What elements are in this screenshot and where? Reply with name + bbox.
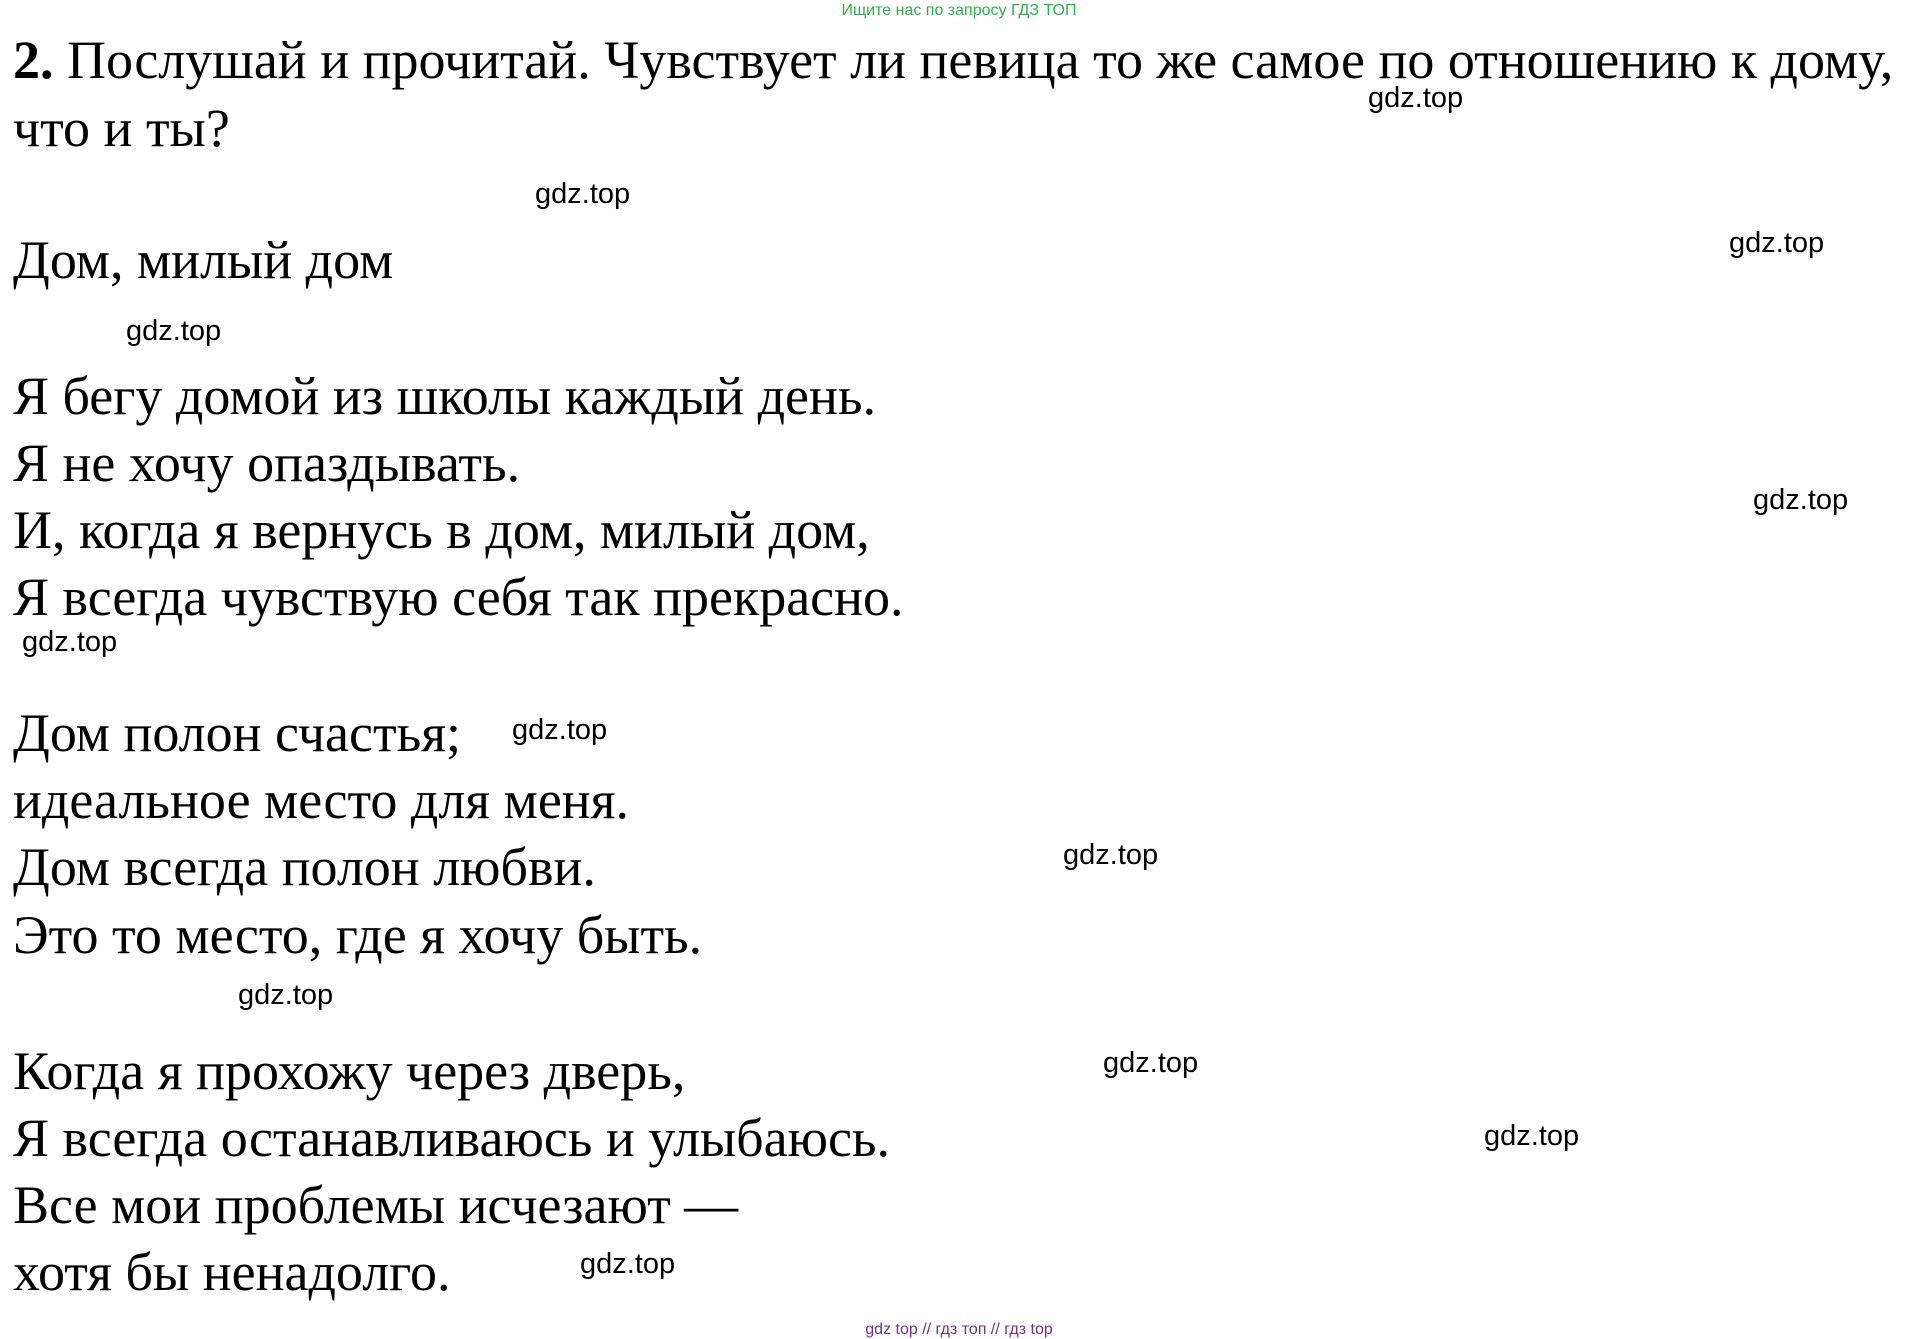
watermark: gdz.top: [22, 626, 118, 658]
poem-line: Когда я прохожу через дверь,: [13, 1041, 686, 1101]
watermark: gdz.top: [512, 714, 608, 746]
poem-line: Это то место, где я хочу быть.: [13, 905, 703, 965]
watermark: gdz.top: [1368, 82, 1464, 114]
watermark: gdz.top: [1484, 1120, 1580, 1152]
task-text: Послушай и прочитай. Чувствует ли певица то же самое по отношению к дому, что и ты?: [13, 30, 1894, 158]
poem-title: Дом, милый дом: [13, 230, 394, 290]
header-banner[interactable]: Ищите нас по запросу ГДЗ ТОП: [841, 2, 1077, 19]
watermark: gdz.top: [1729, 227, 1825, 259]
poem-line: Я не хочу опаздывать.: [13, 433, 521, 493]
task-number: 2.: [13, 30, 54, 90]
poem-line: Дом полон счастья;: [13, 703, 462, 763]
poem-line: Все мои проблемы исчезают —: [13, 1175, 739, 1235]
poem-line: Я всегда чувствую себя так прекрасно.: [13, 567, 904, 627]
watermark: gdz.top: [1103, 1047, 1199, 1079]
poem-line: Дом всегда полон любви.: [13, 837, 596, 897]
poem-line: Я бегу домой из школы каждый день.: [13, 366, 877, 426]
watermark: gdz.top: [126, 315, 222, 347]
poem-line: И, когда я вернусь в дом, милый дом,: [13, 500, 870, 560]
watermark: gdz.top: [238, 979, 334, 1011]
poem-line: хотя бы ненадолго.: [13, 1242, 451, 1302]
watermark: gdz.top: [580, 1248, 676, 1280]
watermark: gdz.top: [1753, 484, 1849, 516]
poem-line: Я всегда останавливаюсь и улыбаюсь.: [13, 1108, 891, 1168]
task-instruction: [13, 26, 1903, 162]
footer-banner[interactable]: gdz top // гдз топ // гдз top: [865, 1321, 1053, 1338]
watermark: gdz.top: [1063, 839, 1159, 871]
poem-line: идеальное место для меня.: [13, 770, 630, 830]
watermark: gdz.top: [535, 178, 631, 210]
